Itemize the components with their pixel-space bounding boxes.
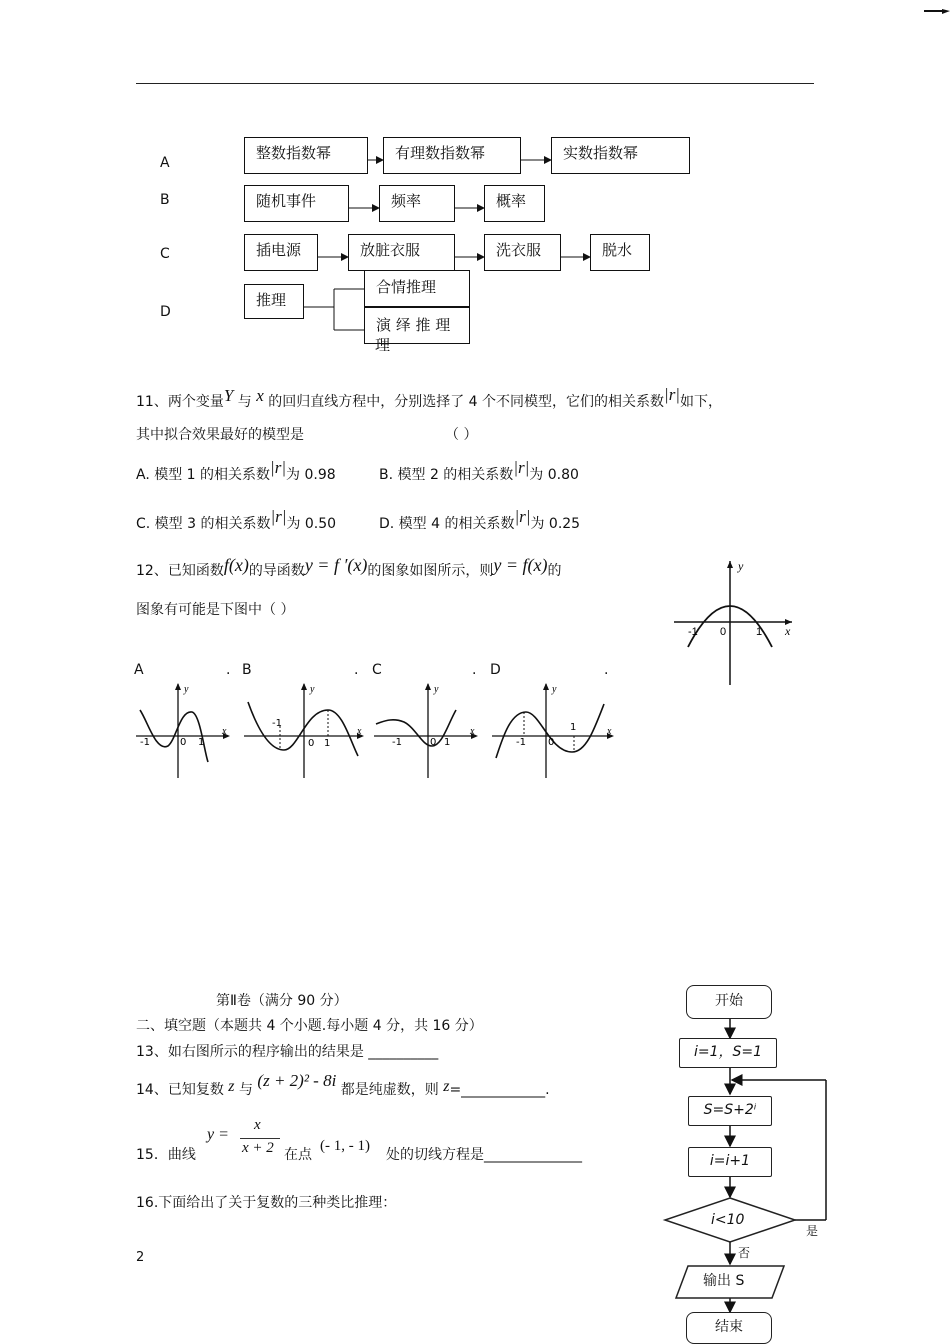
q15-denominator: x + 2	[242, 1140, 274, 1156]
svg-text:-1: -1	[392, 737, 402, 748]
q10-box-wash: 洗衣服	[484, 234, 561, 271]
q10-box-rational-power: 有理数指数幂	[383, 137, 521, 174]
q12-derivative-graph	[668, 555, 798, 690]
page-number: 2	[136, 1250, 145, 1265]
q10-box-probability: 概率	[484, 185, 545, 222]
q14-z: z	[228, 1078, 235, 1095]
deriv-tick-0: 0	[720, 626, 727, 638]
q11-text-a: 11、两个变量	[136, 394, 224, 410]
svg-text:1: 1	[570, 722, 577, 733]
q12-graph-b	[242, 680, 368, 780]
q15-prefix: 15．曲线	[136, 1147, 196, 1163]
q11-option-a: A. 模型 1 的相关系数|r|为 0.98	[136, 458, 336, 483]
abs-r-b: |r|	[513, 458, 530, 477]
q12-dot-d: .	[604, 662, 609, 678]
q11-text-d: 如下，	[679, 394, 722, 410]
q14-expression: (z + 2)² - 8i	[257, 1071, 337, 1090]
q10-box-frequency: 频率	[379, 185, 455, 222]
flow-output: 输出 S	[703, 1273, 745, 1289]
q12-line1: 12、已知函数f(x)的导函数y = f ′(x)的图象如图所示，则y = f(x)的	[136, 555, 562, 579]
q10-box-plug-in: 插电源	[244, 234, 318, 271]
svg-text:0: 0	[548, 737, 555, 748]
q15-y: y =	[207, 1126, 229, 1143]
q10-label-d: D	[160, 304, 171, 320]
svg-text:y: y	[552, 684, 557, 695]
q10-box-spin-dry: 脱水	[590, 234, 650, 271]
flow-no-label: 否	[738, 1246, 751, 1260]
q12-dot-c: .	[472, 662, 477, 678]
q15-mid: 在点	[284, 1147, 312, 1163]
flow-start: 开始	[686, 985, 772, 1019]
q12-choice-a: A	[134, 662, 144, 678]
abs-r-c: |r|	[270, 507, 287, 526]
q12-graph-d	[490, 680, 618, 780]
q10-label-c: C	[160, 246, 170, 262]
q11-text-c: 的回归直线方程中，分别选择了 4 个不同模型，它们的相关系数	[268, 394, 665, 410]
q10-box-plausible-reasoning: 合情推理	[364, 270, 470, 307]
svg-text:-1: -1	[516, 737, 526, 748]
q15-numerator: x	[254, 1117, 261, 1133]
q11-option-c: C. 模型 3 的相关系数|r|为 0.50	[136, 507, 337, 532]
svg-text:y: y	[310, 684, 315, 695]
q10-box-real-power: 实数指数幂	[551, 137, 690, 174]
svg-text:1: 1	[198, 737, 205, 748]
deriv-x-label: x	[785, 624, 791, 638]
q12-graph-c	[372, 680, 482, 780]
q12-choice-d: D	[490, 662, 501, 678]
deductive-line1: 演 绎 推 理	[376, 316, 451, 334]
q16-text: 16.下面给出了关于复数的三种类比推理：	[136, 1195, 397, 1211]
flow-end: 结束	[686, 1312, 772, 1344]
q11-option-d: D. 模型 4 的相关系数|r|为 0.25	[379, 507, 581, 532]
deriv-tick-1: 1	[756, 626, 763, 638]
svg-text:x: x	[222, 726, 227, 737]
q15-point: (- 1, - 1)	[320, 1138, 370, 1154]
q11-abs-r: |r|	[664, 385, 680, 404]
q11-line1	[136, 385, 722, 411]
q12-fx: f(x)	[223, 555, 249, 575]
q13-text: 13、如右图所示的程序输出的结果是 __________	[136, 1044, 439, 1060]
section2-title: 第Ⅱ卷（满分 90 分）	[216, 993, 348, 1009]
q10-box-integer-power: 整数指数幂	[244, 137, 368, 174]
svg-text:1: 1	[444, 737, 451, 748]
q10-label-b: B	[160, 192, 170, 208]
q14-z2: z	[443, 1078, 450, 1095]
svg-text:y: y	[434, 684, 439, 695]
q12-choice-b: B	[242, 662, 252, 678]
svg-text:0: 0	[180, 737, 187, 748]
q12-graph-a	[134, 680, 234, 780]
q10-box-load-clothes: 放脏衣服	[348, 234, 455, 271]
deriv-y-label: y	[738, 559, 744, 573]
q12-choice-c: C	[372, 662, 382, 678]
q11-line2: 其中拟合效果最好的模型是	[136, 427, 304, 443]
q10-box-reasoning: 推理	[244, 284, 304, 319]
q12-yfx: y = f(x)	[493, 555, 548, 575]
abs-r-a: |r|	[270, 458, 287, 477]
q10-box-random-event: 随机事件	[244, 185, 349, 222]
svg-text:1: 1	[324, 738, 331, 749]
q11-option-b: B. 模型 2 的相关系数|r|为 0.80	[379, 458, 579, 483]
q15-fraction-bar	[240, 1138, 280, 1139]
q15-suffix: 处的切线方程是______________	[386, 1147, 582, 1163]
svg-text:x: x	[607, 726, 612, 737]
flow-init: i=1，S=1	[679, 1038, 777, 1068]
deriv-tick-m1: -1	[688, 626, 698, 638]
q10-label-a: A	[160, 155, 170, 171]
abs-r-d: |r|	[514, 507, 531, 526]
section2-heading: 二、填空题（本题共 4 个小题.每小题 4 分，共 16 分）	[136, 1018, 483, 1034]
q11-var-y: Y	[223, 386, 234, 405]
svg-text:0: 0	[308, 738, 315, 749]
q12-yfpx: y = f ′(x)	[304, 555, 368, 575]
svg-text:-1: -1	[272, 718, 282, 729]
q12-dot-b: .	[354, 662, 359, 678]
q14-text: 14、已知复数 z 与 (z + 2)² - 8i 都是纯虚数，则 z=____________.	[136, 1071, 550, 1098]
q11-paren: （ ）	[445, 427, 478, 443]
q12-line2: 图象有可能是下图中（ ）	[136, 602, 295, 618]
flow-body: S=S+2ⁱ	[688, 1096, 772, 1126]
deductive-line2: 理	[375, 336, 391, 354]
flow-condition: i<10	[711, 1212, 745, 1228]
flow-yes-label: 是	[806, 1224, 819, 1238]
q12-dot-a: .	[226, 662, 231, 678]
svg-text:x: x	[357, 726, 362, 737]
q10-connectors	[0, 0, 950, 360]
q11-text-b: 与	[237, 394, 252, 410]
svg-text:-1: -1	[140, 737, 150, 748]
svg-text:0: 0	[430, 737, 437, 748]
flow-increment: i=i+1	[688, 1147, 772, 1177]
svg-text:x: x	[470, 726, 475, 737]
q11-var-x: x	[256, 386, 264, 405]
svg-text:y: y	[184, 684, 189, 695]
